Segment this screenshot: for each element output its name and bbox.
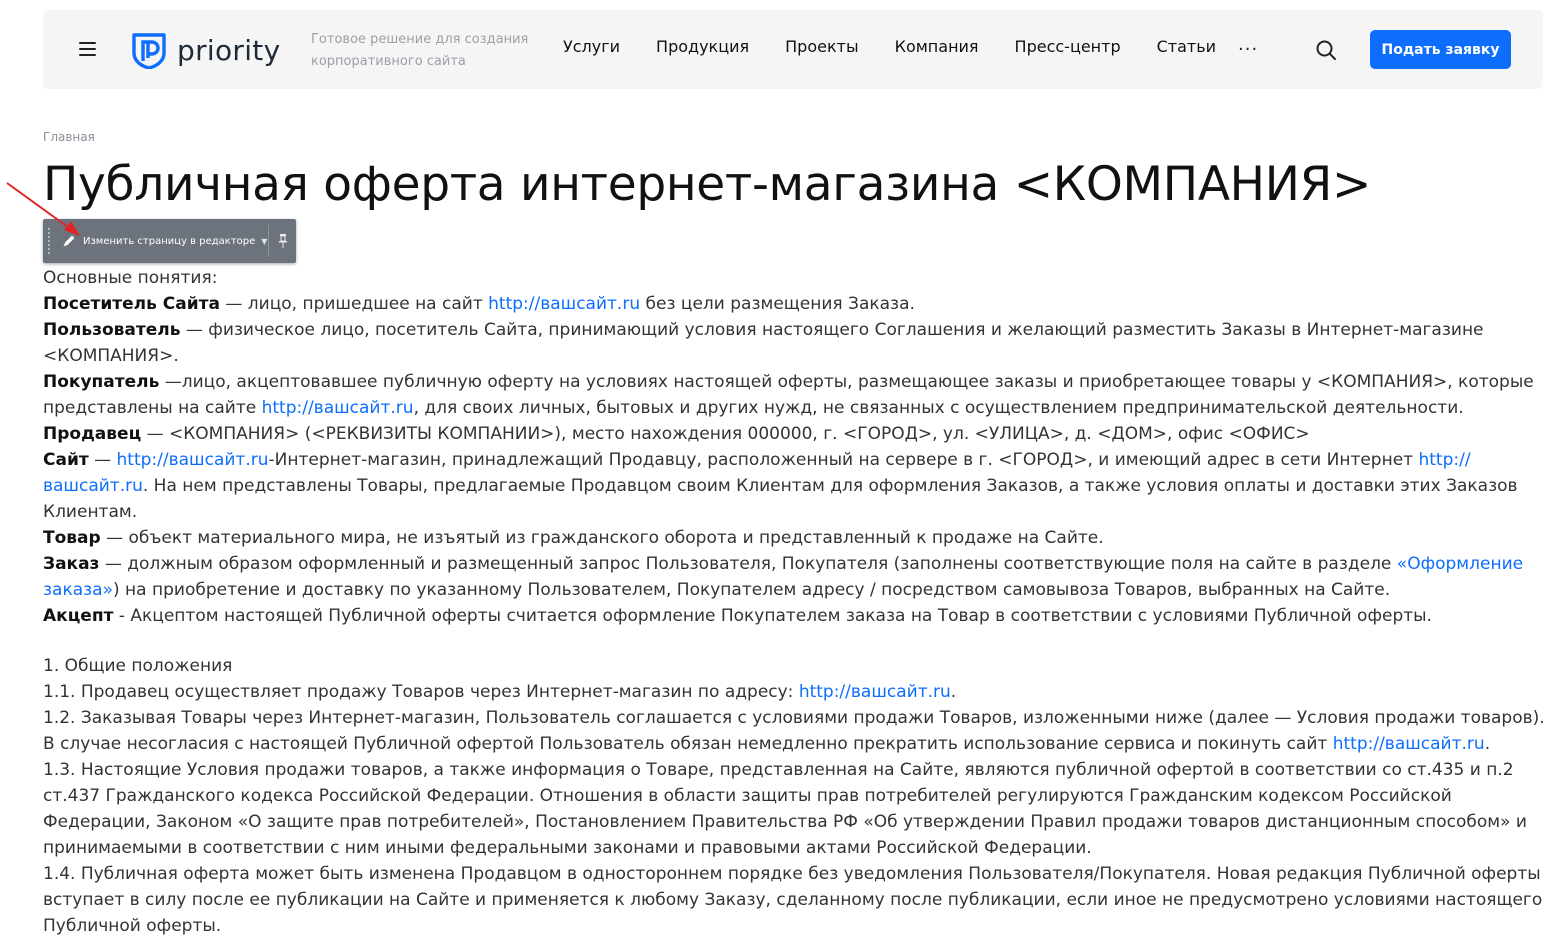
site-link[interactable]: http://вашсайт.ru: [798, 682, 951, 702]
more-menu-icon[interactable]: ···: [1238, 39, 1259, 60]
intro-text: Основные понятия:: [43, 268, 218, 288]
nav-item-company[interactable]: Компания: [894, 37, 979, 56]
edit-page-button[interactable]: [61, 219, 267, 263]
breadcrumb[interactable]: Главная: [43, 130, 95, 144]
term-label: Пользователь: [43, 320, 181, 340]
clause-1-2: 1.2. Заказывая Товары через Интернет-магазин, Пользователь соглашается с условиями продажи Товаров, изложенными ниже (далее — Условия продажи товаров). В случае несогласия с настоящей Публичной офертой Пользователь обязан немедленно прекратить использование сервиса и покинуть сайт http://вашсайт.ru.: [43, 708, 1545, 754]
definition-visitor: Посетитель Сайта — лицо, пришедшее на сайт http://вашсайт.ru без цели размещения Заказа.: [43, 294, 915, 314]
definition-user: Пользователь — физическое лицо, посетитель Сайта, принимающий условия настоящего Соглашения и желающий разместить Заказы в Интернет-магазине <КОМПАНИЯ>.: [43, 320, 1484, 366]
pin-icon[interactable]: [277, 233, 289, 249]
nav-item-articles[interactable]: Статьи: [1156, 37, 1217, 56]
term-label: Товар: [43, 528, 101, 548]
spacer: [43, 629, 1548, 653]
site-link[interactable]: http://вашсайт.ru: [116, 450, 269, 470]
page-title: Публичная оферта интернет-магазина <КОМПАНИЯ>: [43, 157, 1372, 212]
main-nav: [563, 37, 1252, 56]
search-icon[interactable]: [1315, 39, 1337, 61]
definition-buyer: Покупатель —лицо, акцептовавшее публичную оферту на условиях настоящей оферты, размещающее заказы и приобретающее товары у <КОМПАНИЯ>, которые представлены на сайте http://вашсайт.ru, для своих личных, бытовых и других нужд, не связанных с осуществлением предпринимательской деятельности.: [43, 372, 1534, 418]
site-header: [43, 10, 1543, 89]
logo[interactable]: [130, 31, 280, 69]
nav-item-services[interactable]: Услуги: [563, 37, 621, 56]
chevron-down-icon[interactable]: ▼: [261, 236, 268, 246]
nav-item-press-center[interactable]: Пресс-центр: [1014, 37, 1121, 56]
nav-item-products[interactable]: Продукция: [656, 37, 750, 56]
term-label: Сайт: [43, 450, 89, 470]
clause-1-3: 1.3. Настоящие Условия продажи товаров, а также информация о Товаре, представленная на Сайте, являются публичной офертой в соответствии со ст.435 и п.2 ст.437 Гражданского кодекса Российской Федерации. Отношения в области защиты прав потребителей регулируются Гражданским кодексом Российской Федерации, Законом «О защите прав потребителей», Постановлением Правительства РФ «Об утверждении Правил продажи товаров дистанционным способом» и принимаемыми в соответствии с ним иными федеральными законами и правовыми актами Российской Федерации.: [43, 760, 1527, 858]
annotation-arrow-icon: [0, 178, 90, 240]
submit-request-button[interactable]: Подать заявку: [1370, 30, 1511, 69]
term-label: Покупатель: [43, 372, 160, 392]
definition-order: Заказ — должным образом оформленный и размещенный запрос Пользователя, Покупателя (заполнены соответствующие поля на сайте в разделе «Оформление заказа») на приобретение и доставку по указанному Пользователем, Покупателем адресу / посредством самовывоза Товаров, выбранных на Сайте.: [43, 554, 1524, 600]
logo-mark-icon: [130, 31, 168, 69]
term-label: Посетитель Сайта: [43, 294, 220, 314]
term-label: Заказ: [43, 554, 100, 574]
nav-item-projects[interactable]: Проекты: [785, 37, 859, 56]
site-link[interactable]: http://вашсайт.ru: [261, 398, 414, 418]
definition-site: Сайт — http://вашсайт.ru-Интернет-магазин, принадлежащий Продавцу, расположенный на сервере в г. <ГОРОД>, и имеющий адрес в сети Интернет http://вашсайт.ru. На нем представлены Товары, предлагаемые Продавцом своим Клиентам для оформления Заказов, а также условия оплаты и доставки этих Заказов Клиентам.: [43, 450, 1518, 522]
definition-product: Товар — объект материального мира, не изъятый из гражданского оборота и представленный к продаже на Сайте.: [43, 528, 1104, 548]
site-link[interactable]: http://вашсайт.ru: [1332, 734, 1485, 754]
definition-acceptance: Акцепт - Акцептом настоящей Публичной оферты считается оформление Покупателем заказа на Товар в соответствии с условиями Публичной оферты.: [43, 606, 1432, 626]
site-link[interactable]: http://вашсайт.ru: [43, 450, 1471, 496]
section-heading: 1. Общие положения: [43, 656, 233, 676]
clause-1-4: 1.4. Публичная оферта может быть изменена Продавцом в одностороннем порядке без уведомления Пользователя/Покупателя. Новая редакция Публичной оферты вступает в силу после ее публикации на Сайте и применяется к любому Заказу, сделанному после публикации, если иное не предусмотрено условиями настоящего Публичной оферты.: [43, 864, 1543, 936]
clause-1-1: 1.1. Продавец осуществляет продажу Товаров через Интернет-магазин по адресу: http://вашсайт.ru.: [43, 682, 957, 702]
definition-seller: Продавец — <КОМПАНИЯ> (<РЕКВИЗИТЫ КОМПАНИИ>), место нахождения 000000, г. <ГОРОД>, ул. <УЛИЦА>, д. <ДОМ>, офис <ОФИС>: [43, 424, 1310, 444]
site-link[interactable]: http://вашсайт.ru: [488, 294, 641, 314]
menu-icon[interactable]: [79, 42, 96, 56]
offer-content: [43, 265, 1548, 939]
checkout-link[interactable]: «Оформление заказа»: [43, 554, 1524, 600]
term-label: Продавец: [43, 424, 142, 444]
edit-page-label: Изменить страницу в редакторе: [83, 235, 256, 247]
tagline: Готовое решение для создания корпоративного сайта: [311, 32, 529, 69]
logo-text: priority: [177, 33, 281, 67]
term-label: Акцепт: [43, 606, 114, 626]
toolbar-divider: [268, 225, 269, 257]
